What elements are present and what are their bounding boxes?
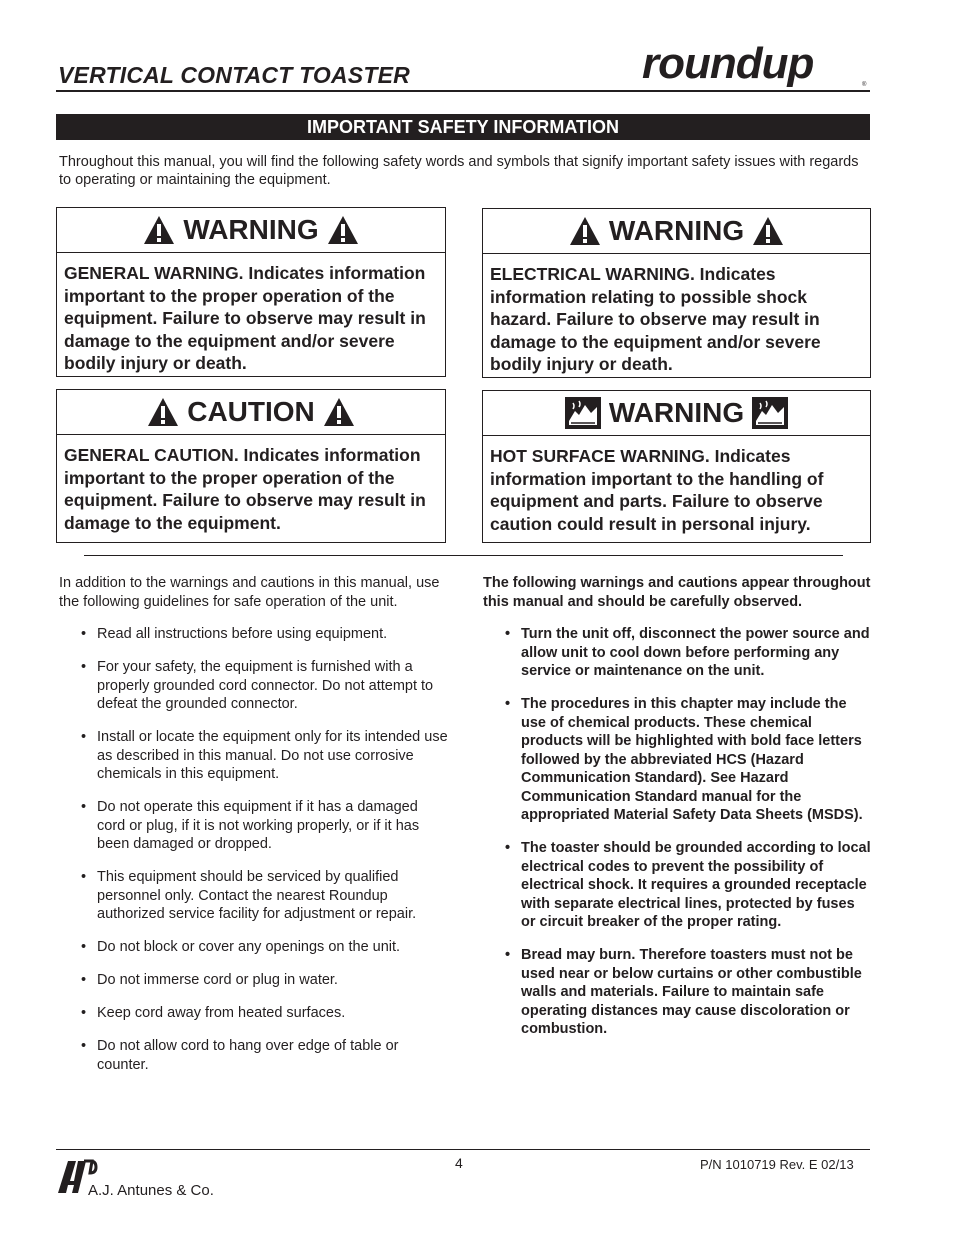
hot-surface-icon	[752, 397, 788, 429]
box-heading	[483, 209, 870, 254]
document-title: VERTICAL CONTACT TOASTER	[58, 62, 410, 88]
guidelines-column	[59, 574, 449, 1089]
warning-triangle-icon	[147, 397, 179, 427]
box-text: HOT SURFACE WARNING. Indicates information important to the handling of equipment and parts. Failure to observe caution could result in personal injury.	[490, 446, 824, 534]
list-item: • The toaster should be grounded according to local electrical codes to prevent the possibility of electrical shock. It requires a grounded receptacle with separate electrical lines, protected by fuses or circuit breaker of the proper rating.	[483, 839, 873, 932]
box-heading	[57, 208, 445, 253]
box-heading	[483, 391, 870, 436]
list-item: • For your safety, the equipment is furnished with a properly grounded cord connector. Do not attempt to defeat the grounded connector.	[59, 658, 449, 714]
warning-triangle-icon	[752, 216, 784, 246]
list-item: • This equipment should be serviced by qualified personnel only. Contact the nearest Roundup authorized service facility for adjustment or repair.	[59, 868, 449, 924]
list-item: • Keep cord away from heated surfaces.	[59, 1004, 449, 1023]
box-heading-text: CAUTION	[187, 396, 315, 427]
intro-paragraph: Throughout this manual, you will find the following safety words and symbols that signify important safety issues with regards to operating or maintaining the equipment.	[59, 154, 859, 188]
warnings-intro: The following warnings and cautions appear throughout this manual and should be carefully observed.	[483, 575, 871, 610]
guidelines-list	[59, 625, 449, 1074]
warning-triangle-icon	[327, 215, 359, 245]
list-item: • Do not operate this equipment if it has a damaged cord or plug, if it is not working properly, or if it has been damaged or dropped.	[59, 798, 449, 854]
general-warning-box	[56, 207, 446, 377]
section-title-bar: IMPORTANT SAFETY INFORMATION	[56, 114, 870, 140]
box-text: GENERAL CAUTION. Indicates information important to the proper operation of the equipment. Failure to observe may result in damage to the equipment.	[64, 445, 426, 533]
list-item: • Bread may burn. Therefore toasters must not be used near or below curtains or other combustible walls and materials. Failure to maintain safe operating distances may cause discoloration or combustion.	[483, 946, 873, 1039]
box-heading-text: WARNING	[183, 214, 319, 245]
svg-text:®: ®	[862, 82, 867, 88]
box-heading-text: WARNING	[608, 397, 745, 428]
list-item: • Do not immerse cord or plug in water.	[59, 971, 449, 990]
warning-triangle-icon	[569, 216, 601, 246]
header-rule	[56, 90, 870, 92]
box-heading	[57, 390, 445, 435]
hot-surface-warning-box	[482, 390, 871, 543]
list-item: • The procedures in this chapter may include the use of chemical products. These chemical products will be highlighted with bold face letters followed by the abbreviated HCS (Hazard Communication Standard). See Hazard Communication Standard manual for the appropriated Material Safety Data Sheets (MSDS).	[483, 695, 873, 825]
warnings-column	[483, 574, 873, 1053]
aj-antunes-logo	[56, 1157, 216, 1197]
footer-rule	[56, 1149, 870, 1150]
box-text: ELECTRICAL WARNING. Indicates information relating to possible shock hazard. Failure to observe may result in damage to the equipment and/or severe bodily injury or death.	[490, 264, 821, 374]
list-item: • Read all instructions before using equipment.	[59, 625, 449, 644]
section-divider	[84, 555, 843, 556]
list-item: • Do not allow cord to hang over edge of table or counter.	[59, 1037, 449, 1074]
roundup-logo-text: roundup	[642, 42, 814, 88]
roundup-logo	[640, 42, 872, 88]
box-heading-text: WARNING	[608, 215, 745, 246]
general-caution-box	[56, 389, 446, 543]
list-item: • Turn the unit off, disconnect the power source and allow unit to cool down before performing any service or maintenance on the unit.	[483, 625, 873, 681]
page-number: 4	[455, 1155, 463, 1171]
box-text: GENERAL WARNING. Indicates information important to the proper operation of the equipment. Failure to observe may result in damage to the equipment and/or severe bodily injury or death.	[64, 263, 426, 373]
guidelines-intro: In addition to the warnings and cautions in this manual, use the following guidelines for safe operation of the unit.	[59, 575, 440, 610]
warning-triangle-icon	[323, 397, 355, 427]
list-item: • Do not block or cover any openings on the unit.	[59, 938, 449, 957]
part-number: P/N 1010719 Rev. E 02/13	[700, 1157, 854, 1172]
hot-surface-icon	[565, 397, 601, 429]
warning-triangle-icon	[143, 215, 175, 245]
warnings-list	[483, 625, 873, 1039]
electrical-warning-box	[482, 208, 871, 378]
company-name: A.J. Antunes & Co.	[88, 1182, 214, 1197]
list-item: • Install or locate the equipment only for its intended use as described in this manual. Do not use corrosive chemicals in this equipment.	[59, 728, 449, 784]
